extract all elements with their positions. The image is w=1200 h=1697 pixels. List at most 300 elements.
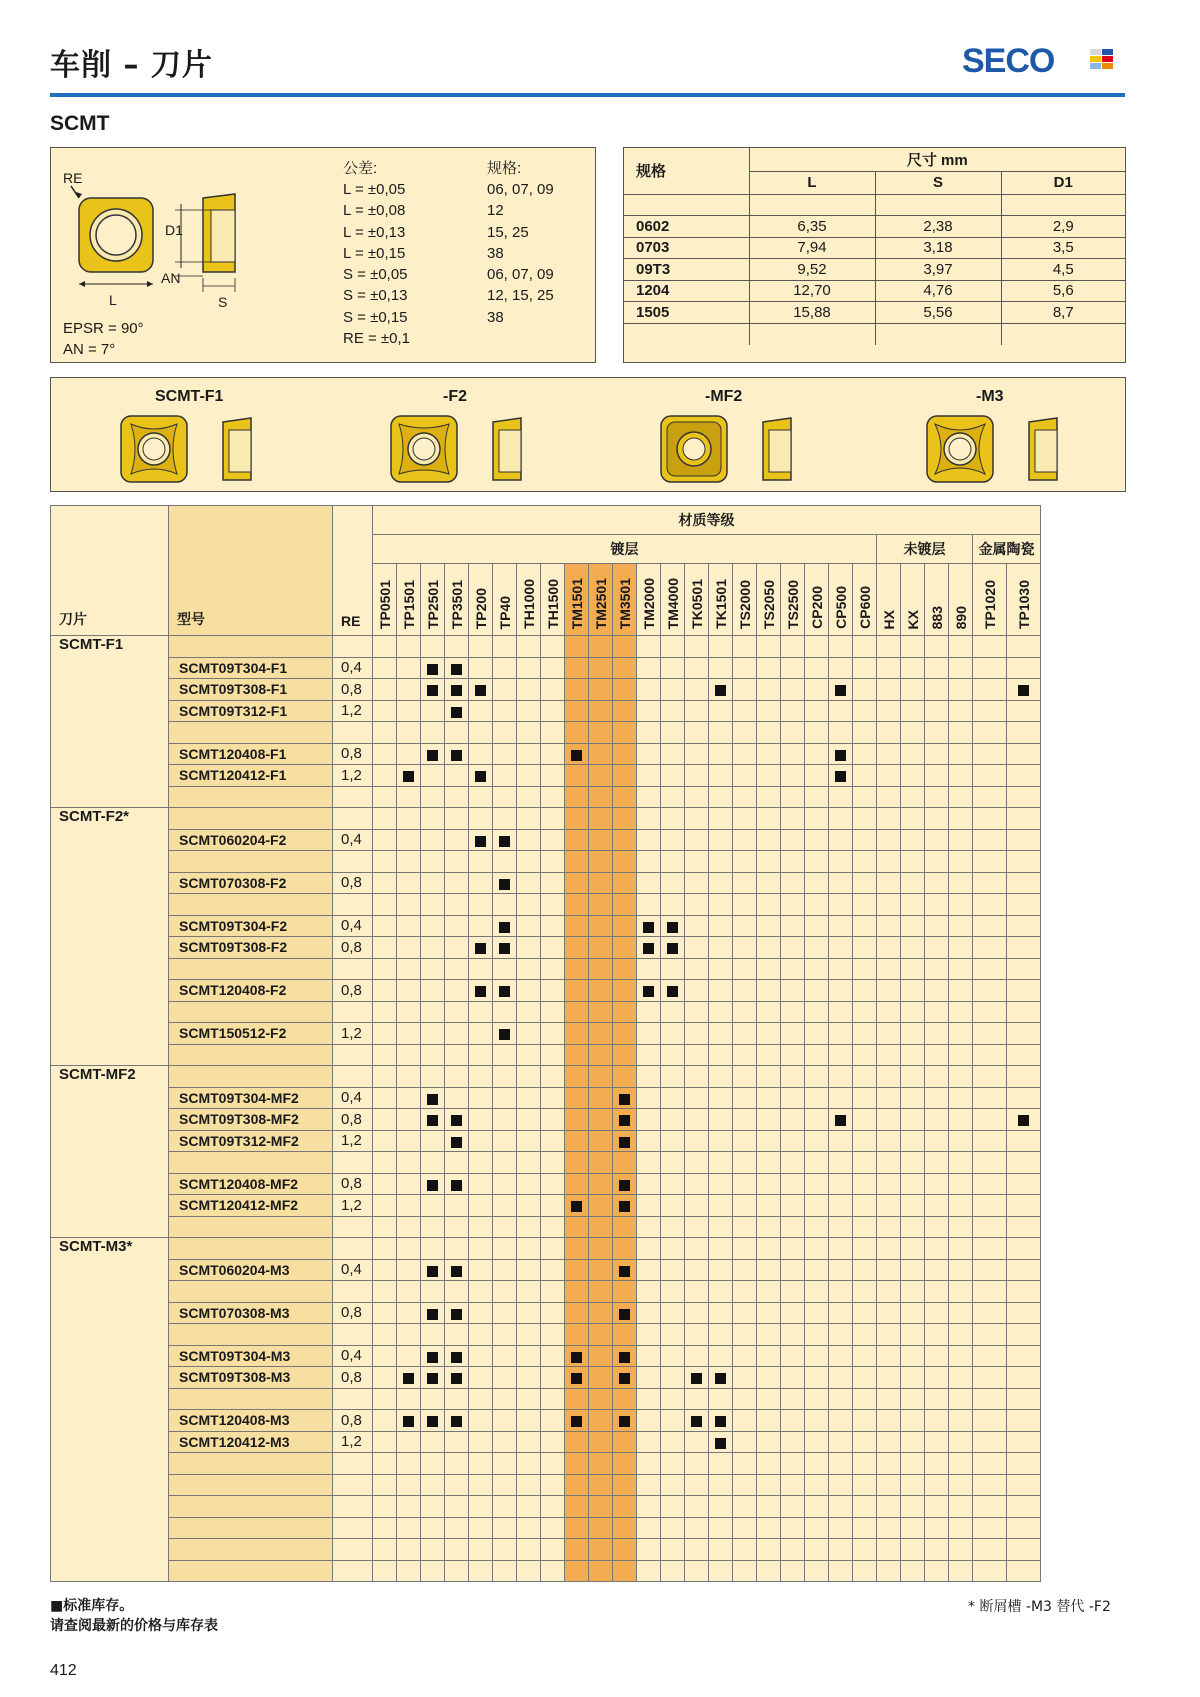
grade-cell: [877, 872, 901, 894]
grade-cell: [493, 1410, 517, 1432]
grade-cell: [541, 1302, 565, 1324]
grade-cell: [613, 1130, 637, 1152]
grade-cell: [397, 1259, 421, 1281]
grade-cell: [757, 1066, 781, 1088]
grade-cell: [781, 1001, 805, 1023]
grade-cell: [757, 1324, 781, 1346]
dimension-row: [624, 237, 1125, 259]
grade-cell: [805, 1410, 829, 1432]
grade-cell: [853, 872, 877, 894]
grade-cell: [949, 700, 973, 722]
grade-cell: [565, 937, 589, 959]
grade-cell: [829, 1044, 853, 1066]
grade-cell: [421, 679, 445, 701]
size-cell: 09T3: [624, 259, 749, 281]
grade-cell: [445, 1130, 469, 1152]
table-row: [51, 1496, 1041, 1518]
grade-cell: [661, 1109, 685, 1131]
grade-cell: [733, 1474, 757, 1496]
grade-cell: [373, 700, 397, 722]
stock-mark-icon: [451, 685, 462, 696]
grade-cell: [397, 1453, 421, 1475]
grade-cell: [853, 851, 877, 873]
grade-cell: [589, 1044, 613, 1066]
grade-cell: [613, 636, 637, 658]
grade-cell: [517, 1367, 541, 1389]
grade-cell: [637, 1238, 661, 1260]
grade-cell: [877, 1281, 901, 1303]
grade-cell: [661, 1259, 685, 1281]
grade-cell: [637, 1023, 661, 1045]
grade-cell: [541, 937, 565, 959]
grade-cell: [469, 1152, 493, 1174]
grade-cell: [637, 1302, 661, 1324]
table-row: [51, 1431, 1041, 1453]
grade-cell: [901, 980, 925, 1002]
grade-cell: [949, 829, 973, 851]
table-row: [51, 1173, 1041, 1195]
model-cell: [169, 851, 333, 873]
table-row: [51, 1023, 1041, 1045]
grade-cell: [373, 743, 397, 765]
grade-cell: [661, 1496, 685, 1518]
col-model-header: 型号: [169, 506, 333, 636]
stock-mark-icon: [499, 943, 510, 954]
grade-cell: [709, 808, 733, 830]
grade-cell: [685, 1238, 709, 1260]
grade-cell: [589, 1130, 613, 1152]
stock-mark-icon: [691, 1373, 702, 1384]
grade-cell: [853, 1044, 877, 1066]
grade-cell: [949, 980, 973, 1002]
grade-cell: [781, 765, 805, 787]
grade-cell: [565, 1431, 589, 1453]
grade-cell: [781, 1066, 805, 1088]
model-cell: SCMT120408-F2: [169, 980, 333, 1002]
model-cell: [169, 1388, 333, 1410]
grade-cell: [829, 1560, 853, 1582]
table-row: [51, 1474, 1041, 1496]
grade-cell: [757, 1539, 781, 1561]
grade-cell: [541, 1130, 565, 1152]
grade-cell: [829, 657, 853, 679]
grade-cell: [733, 1087, 757, 1109]
grade-cell: [829, 1388, 853, 1410]
grade-cell: [397, 1195, 421, 1217]
grade-cell: [733, 786, 757, 808]
cermet-group-header: 金属陶瓷: [973, 535, 1041, 564]
grade-cell: [733, 851, 757, 873]
insert-family: SCMT-M3*: [51, 1238, 169, 1582]
grade-cell: [517, 1453, 541, 1475]
grade-cell: [589, 894, 613, 916]
logo-squares-icon: [1090, 49, 1114, 75]
grade-cell: [565, 722, 589, 744]
grade-cell: [853, 765, 877, 787]
grade-cell: [781, 1324, 805, 1346]
grade-cell: [613, 722, 637, 744]
grade-cell: [949, 1302, 973, 1324]
grade-cell: [589, 980, 613, 1002]
grade-cell: [829, 743, 853, 765]
grade-cell: [805, 958, 829, 980]
grade-cell: [421, 1453, 445, 1475]
insert-family: SCMT-F2*: [51, 808, 169, 1066]
grade-cell: [901, 1195, 925, 1217]
grade-cell: [829, 851, 853, 873]
stock-mark-icon: [667, 986, 678, 997]
grade-cell: [853, 1367, 877, 1389]
grade-cell: [781, 1560, 805, 1582]
grade-cell: [373, 1195, 397, 1217]
stock-mark-icon: [451, 1309, 462, 1320]
grade-cell: [925, 1453, 949, 1475]
grade-cell: [469, 1173, 493, 1195]
grade-cell: [709, 1410, 733, 1432]
model-cell: SCMT120408-M3: [169, 1410, 333, 1432]
grade-cell: [829, 1474, 853, 1496]
grade-cell: [829, 1087, 853, 1109]
grade-cell: [757, 1259, 781, 1281]
grade-cell: [493, 765, 517, 787]
brand-name: SECO: [962, 42, 1055, 80]
grade-cell: [949, 915, 973, 937]
grade-cell: [685, 1109, 709, 1131]
grade-label: CP200: [808, 586, 825, 629]
grade-cell: [445, 1517, 469, 1539]
dimension-cell: 4,5: [1001, 259, 1125, 281]
grade-cell: [613, 915, 637, 937]
grade-cell: [853, 1324, 877, 1346]
grade-cell: [541, 1152, 565, 1174]
stock-mark-icon: [403, 1373, 414, 1384]
grade-cell: [829, 1216, 853, 1238]
grade-cell: [709, 1281, 733, 1303]
grade-cell: [853, 1474, 877, 1496]
grade-cell: [949, 1109, 973, 1131]
grade-cell: [565, 743, 589, 765]
grade-cell: [925, 1388, 949, 1410]
re-cell: [333, 808, 373, 830]
geometry-label-f1: SCMT-F1: [155, 388, 224, 405]
stock-mark-icon: [1018, 1115, 1029, 1126]
grade-cell: [493, 636, 517, 658]
grade-cell: [541, 958, 565, 980]
grade-cell: [469, 700, 493, 722]
grade-cell: [493, 937, 517, 959]
grade-cell: [421, 1109, 445, 1131]
grade-cell: [517, 1130, 541, 1152]
grade-header: [853, 564, 877, 636]
grade-cell: [517, 1302, 541, 1324]
grade-cell: [973, 1216, 1007, 1238]
re-cell: [333, 1324, 373, 1346]
grade-cell: [493, 1517, 517, 1539]
grade-cell: [781, 1281, 805, 1303]
grade-cell: [925, 937, 949, 959]
re-cell: [333, 1474, 373, 1496]
stock-mark-icon: [619, 1309, 630, 1320]
stock-mark-icon: [571, 1373, 582, 1384]
dimension-cell: 4,76: [875, 280, 1001, 302]
grade-cell: [397, 1281, 421, 1303]
grade-cell: [709, 679, 733, 701]
grade-cell: [613, 765, 637, 787]
grade-cell: [589, 765, 613, 787]
grade-cell: [565, 1496, 589, 1518]
grade-cell: [685, 786, 709, 808]
grade-cell: [541, 894, 565, 916]
grade-cell: [733, 1496, 757, 1518]
grade-cell: [925, 722, 949, 744]
grade-cell: [421, 786, 445, 808]
grade-cell: [661, 1001, 685, 1023]
grade-cell: [805, 1216, 829, 1238]
grade-cell: [589, 1453, 613, 1475]
grade-cell: [589, 851, 613, 873]
grade-cell: [733, 700, 757, 722]
stock-mark-icon: [667, 943, 678, 954]
grade-cell: [373, 980, 397, 1002]
dimension-cell: 7,94: [749, 237, 875, 259]
grade-cell: [565, 1517, 589, 1539]
grade-cell: [925, 1044, 949, 1066]
re-cell: [333, 786, 373, 808]
stock-mark-icon: [451, 1352, 462, 1363]
grade-cell: [973, 700, 1007, 722]
grade-cell: [445, 1453, 469, 1475]
grade-cell: [709, 1087, 733, 1109]
grade-cell: [661, 722, 685, 744]
grade-cell: [589, 1388, 613, 1410]
grade-cell: [757, 786, 781, 808]
grade-cell: [589, 958, 613, 980]
grade-cell: [877, 722, 901, 744]
re-cell: [333, 1517, 373, 1539]
grade-cell: [757, 1216, 781, 1238]
model-cell: SCMT120408-MF2: [169, 1173, 333, 1195]
grade-cell: [733, 1023, 757, 1045]
grade-cell: [589, 1474, 613, 1496]
stock-mark-icon: [427, 1309, 438, 1320]
grade-cell: [781, 1216, 805, 1238]
grade-cell: [613, 1496, 637, 1518]
table-row: [51, 872, 1041, 894]
size-cell: 0703: [624, 237, 749, 259]
grade-cell: [637, 1345, 661, 1367]
grade-cell: [397, 1560, 421, 1582]
grade-cell: [661, 1324, 685, 1346]
grade-cell: [613, 1453, 637, 1475]
grade-cell: [589, 1281, 613, 1303]
grade-cell: [373, 1388, 397, 1410]
grade-cell: [637, 1044, 661, 1066]
grade-cell: [781, 829, 805, 851]
grade-cell: [517, 722, 541, 744]
grade-cell: [517, 1410, 541, 1432]
re-cell: [333, 1496, 373, 1518]
grade-cell: [373, 1066, 397, 1088]
grade-cell: [589, 786, 613, 808]
grade-cell: [1007, 1560, 1041, 1582]
grade-cell: [685, 1453, 709, 1475]
grade-cell: [781, 743, 805, 765]
grade-cell: [685, 1324, 709, 1346]
dimension-cell: 3,5: [1001, 237, 1125, 259]
grade-cell: [877, 958, 901, 980]
grade-cell: [973, 894, 1007, 916]
grade-cell: [901, 1410, 925, 1432]
grade-cell: [661, 1517, 685, 1539]
footer-legend: [50, 1596, 218, 1636]
grade-cell: [373, 636, 397, 658]
grade-cell: [925, 1367, 949, 1389]
grade-cell: [493, 786, 517, 808]
grade-cell: [565, 1044, 589, 1066]
dimension-row: [624, 259, 1125, 281]
table-row: [51, 1066, 1041, 1088]
grade-cell: [973, 1173, 1007, 1195]
grade-cell: [589, 1324, 613, 1346]
grade-cell: [829, 829, 853, 851]
grade-cell: [829, 722, 853, 744]
stock-mark-icon: [499, 1029, 510, 1040]
grade-cell: [781, 1410, 805, 1432]
grade-cell: [781, 937, 805, 959]
grade-cell: [829, 1259, 853, 1281]
grade-cell: [1007, 765, 1041, 787]
grade-cell: [949, 1560, 973, 1582]
grade-cell: [685, 829, 709, 851]
grade-cell: [469, 1410, 493, 1432]
grade-cell: [829, 808, 853, 830]
stock-mark-icon: [451, 1416, 462, 1427]
grade-cell: [805, 657, 829, 679]
re-cell: 0,4: [333, 915, 373, 937]
grade-cell: [637, 743, 661, 765]
grade-header: [829, 564, 853, 636]
grade-cell: [637, 1539, 661, 1561]
size-cell: 0602: [624, 216, 749, 238]
grade-header: [901, 564, 925, 636]
grade-cell: [925, 1517, 949, 1539]
grade-cell: [685, 743, 709, 765]
insert-f1-side-icon: [223, 418, 251, 480]
grade-cell: [781, 1152, 805, 1174]
grade-cell: [685, 1173, 709, 1195]
stock-mark-icon: [571, 1352, 582, 1363]
grade-cell: [1007, 1130, 1041, 1152]
grade-cell: [469, 1388, 493, 1410]
grade-cell: [973, 786, 1007, 808]
grade-cell: [613, 1410, 637, 1432]
grade-cell: [469, 1023, 493, 1045]
grade-cell: [901, 1087, 925, 1109]
grade-cell: [469, 1324, 493, 1346]
grade-cell: [781, 657, 805, 679]
grade-cell: [565, 808, 589, 830]
grade-cell: [589, 1109, 613, 1131]
grade-cell: [445, 1216, 469, 1238]
model-cell: [169, 1517, 333, 1539]
grade-cell: [421, 1130, 445, 1152]
grade-cell: [925, 743, 949, 765]
grade-cell: [853, 1496, 877, 1518]
grade-cell: [757, 1367, 781, 1389]
grade-cell: [829, 1345, 853, 1367]
grade-cell: [517, 1517, 541, 1539]
grade-cell: [925, 1496, 949, 1518]
grade-cell: [781, 1238, 805, 1260]
grade-cell: [901, 1152, 925, 1174]
grade-cell: [877, 1539, 901, 1561]
table-row: [51, 915, 1041, 937]
stock-mark-icon: [715, 1438, 726, 1449]
grade-cell: [733, 1044, 757, 1066]
grade-cell: [445, 1195, 469, 1217]
stock-mark-icon: [1018, 685, 1029, 696]
grade-cell: [805, 1496, 829, 1518]
grade-cell: [469, 1001, 493, 1023]
grade-cell: [685, 1388, 709, 1410]
grade-cell: [901, 1474, 925, 1496]
grade-cell: [829, 1066, 853, 1088]
grade-cell: [709, 765, 733, 787]
grade-cell: [421, 1152, 445, 1174]
grade-cell: [493, 1173, 517, 1195]
grade-cell: [517, 636, 541, 658]
grade-cell: [637, 636, 661, 658]
re-cell: 0,4: [333, 1087, 373, 1109]
grade-cell: [949, 1474, 973, 1496]
grade-cell: [829, 1431, 853, 1453]
grade-cell: [853, 937, 877, 959]
model-cell: SCMT09T304-F2: [169, 915, 333, 937]
grade-cell: [973, 722, 1007, 744]
grade-cell: [493, 958, 517, 980]
grade-cell: [469, 958, 493, 980]
grade-header: [709, 564, 733, 636]
grade-cell: [685, 1517, 709, 1539]
grade-cell: [733, 1345, 757, 1367]
stock-mark-icon: [403, 1416, 414, 1427]
l-dim-label: L: [109, 292, 117, 308]
grade-cell: [541, 1001, 565, 1023]
dimension-cell: 2,9: [1001, 216, 1125, 238]
grade-cell: [949, 1367, 973, 1389]
grade-cell: [685, 1496, 709, 1518]
grade-cell: [397, 1302, 421, 1324]
grade-cell: [565, 1302, 589, 1324]
grade-cell: [685, 937, 709, 959]
grade-header: [589, 564, 613, 636]
grade-cell: [829, 1302, 853, 1324]
grade-cell: [541, 1474, 565, 1496]
dimension-cell: 6,35: [749, 216, 875, 238]
grade-cell: [421, 829, 445, 851]
grade-cell: [541, 851, 565, 873]
grade-cell: [829, 786, 853, 808]
grade-cell: [421, 872, 445, 894]
grade-cell: [661, 1367, 685, 1389]
grade-cell: [541, 679, 565, 701]
grade-cell: [541, 1087, 565, 1109]
grade-cell: [517, 786, 541, 808]
grade-cell: [445, 1302, 469, 1324]
grade-cell: [373, 1560, 397, 1582]
grade-cell: [757, 1496, 781, 1518]
insert-f2-icon: [391, 416, 457, 482]
